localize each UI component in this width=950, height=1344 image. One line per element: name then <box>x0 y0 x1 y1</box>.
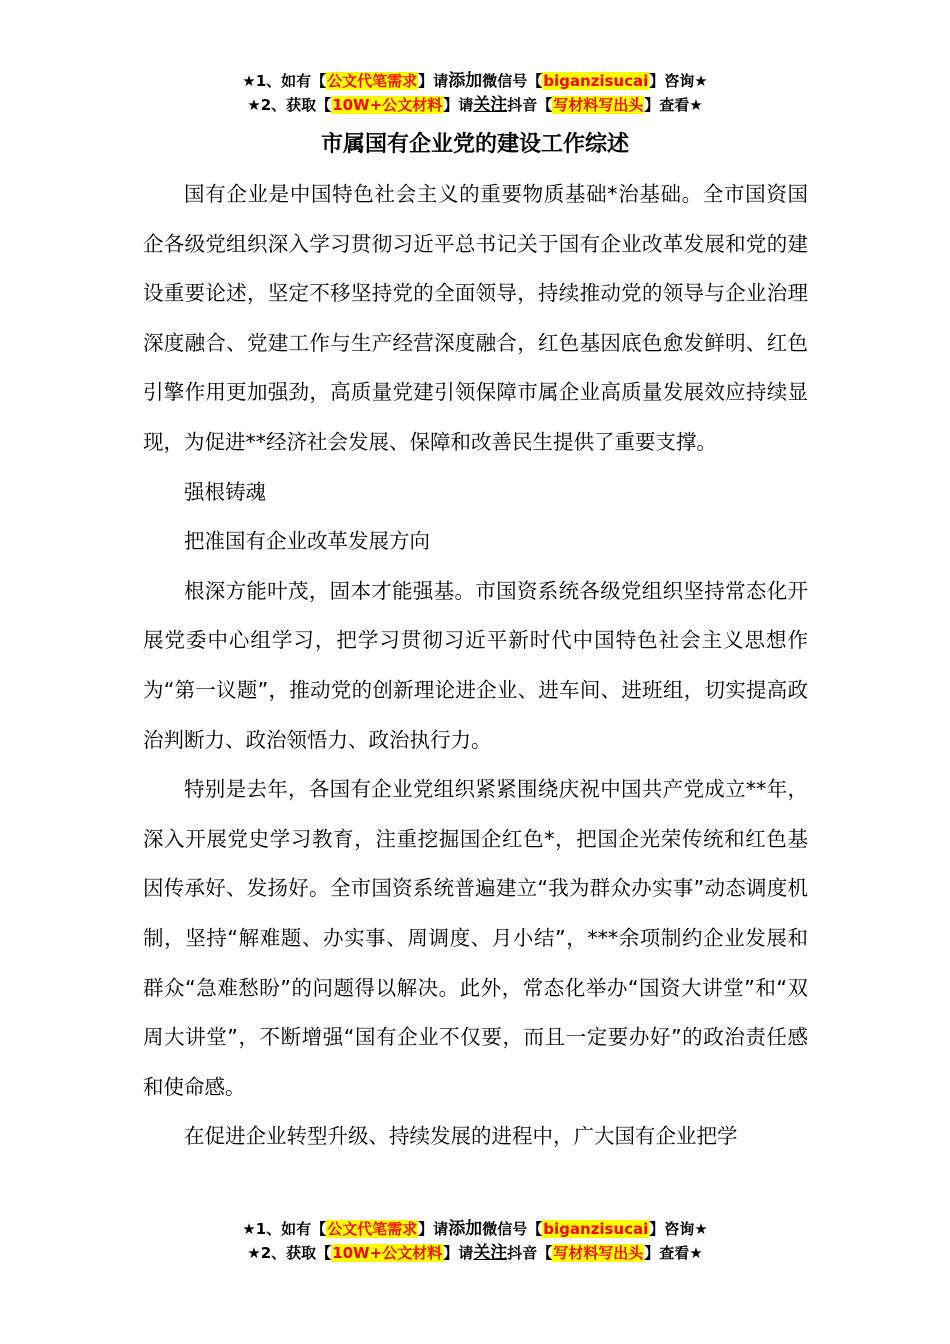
footer-line1-tail: 】咨询★ <box>649 1220 708 1238</box>
header-line2-mid2: 抖音【 <box>507 96 553 114</box>
header-line1-emphasis: 添加 <box>448 71 483 91</box>
header-banner <box>0 69 950 117</box>
footer-line1-highlight-service: 公文代笔需求 <box>327 1220 418 1238</box>
section-heading: 强根铸魂 <box>184 479 266 504</box>
header-line1-highlight-wechat: biganzisucai <box>543 72 649 90</box>
footer-banner-line-2 <box>0 1241 950 1265</box>
body-paragraph-4: 在促进企业转型升级、持续发展的进程中，广大国有企业把学 <box>184 1124 738 1149</box>
body-paragraph-3: 特别是去年，各国有企业党组织紧紧围绕庆祝中国共产党成立**年，深入开展党史学习教育，注重挖掘国企红色*，把国企光荣传统和红色基因传承好、发扬好。全市国资系统普遍建立“我为群众办实事”动态调度机制，坚持“解难题、办实事、周调度、月小结”，***余项制约企业发展和群众“急难愁盼”的问题得以解决。此外，常态化举办“国资大讲堂”和“双周大讲堂”，不断增强“国有企业不仅要，而且一定要办好”的政治责任感和使命感。 <box>143 777 808 1099</box>
footer-line1-lead: ★1、如有【 <box>242 1220 327 1238</box>
footer-line1-mid2: 微信号【 <box>482 1220 543 1238</box>
header-line1-mid2: 微信号【 <box>482 72 543 90</box>
footer-banner-line-1 <box>0 1217 950 1241</box>
footer-line2-highlight-materials: 10W+公文材料 <box>332 1244 443 1262</box>
document-body <box>143 170 808 1162</box>
footer-line1-mid1: 】请 <box>418 1220 449 1238</box>
footer-line2-highlight-douyin: 写材料写出头 <box>553 1244 644 1262</box>
header-line2-lead: ★2、获取【 <box>247 96 332 114</box>
header-line2-highlight-materials: 10W+公文材料 <box>332 96 443 114</box>
header-line2-tail: 】查看★ <box>644 96 703 114</box>
footer-line2-mid2: 抖音【 <box>507 1244 553 1262</box>
footer-line2-underlined: 关注 <box>473 1243 508 1263</box>
footer-line2-tail: 】查看★ <box>644 1244 703 1262</box>
body-paragraph-2: 根深方能叶茂，固本才能强基。市国资系统各级党组织坚持常态化开展党委中心组学习，把学习贯彻习近平新时代中国特色社会主义思想作为“第一议题”，推动党的创新理论进企业、进车间、进班组，切实提高政治判断力、政治领悟力、政治执行力。 <box>143 578 808 752</box>
header-line2-underlined: 关注 <box>473 95 508 115</box>
header-line1-mid1: 】请 <box>418 72 449 90</box>
header-line1-tail: 】咨询★ <box>649 72 708 90</box>
header-banner-line-2 <box>0 93 950 117</box>
footer-line2-lead: ★2、获取【 <box>247 1244 332 1262</box>
footer-line2-mid1: 】请 <box>443 1244 474 1262</box>
section-subheading: 把准国有企业改革发展方向 <box>184 529 430 554</box>
header-line1-lead: ★1、如有【 <box>242 72 327 90</box>
footer-line1-emphasis: 添加 <box>448 1219 483 1239</box>
header-line2-mid1: 】请 <box>443 96 474 114</box>
document-title: 市属国有企业党的建设工作综述 <box>320 132 629 157</box>
header-line1-highlight-service: 公文代笔需求 <box>327 72 418 90</box>
body-paragraph-1: 国有企业是中国特色社会主义的重要物质基础*治基础。全市国资国企各级党组织深入学习贯彻习近平总书记关于国有企业改革发展和党的建设重要论述，坚定不移坚持党的全面领导，持续推动党的领导与企业治理深度融合、党建工作与生产经营深度融合，红色基因底色愈发鲜明、红色引擎作用更加强劲，高质量党建引领保障市属企业高质量发展效应持续显现，为促进**经济社会发展、保障和改善民生提供了重要支撑。 <box>143 182 808 454</box>
footer-line1-highlight-wechat: biganzisucai <box>543 1220 649 1238</box>
footer-banner <box>0 1217 950 1265</box>
header-banner-line-1 <box>0 69 950 93</box>
header-line2-highlight-douyin: 写材料写出头 <box>553 96 644 114</box>
